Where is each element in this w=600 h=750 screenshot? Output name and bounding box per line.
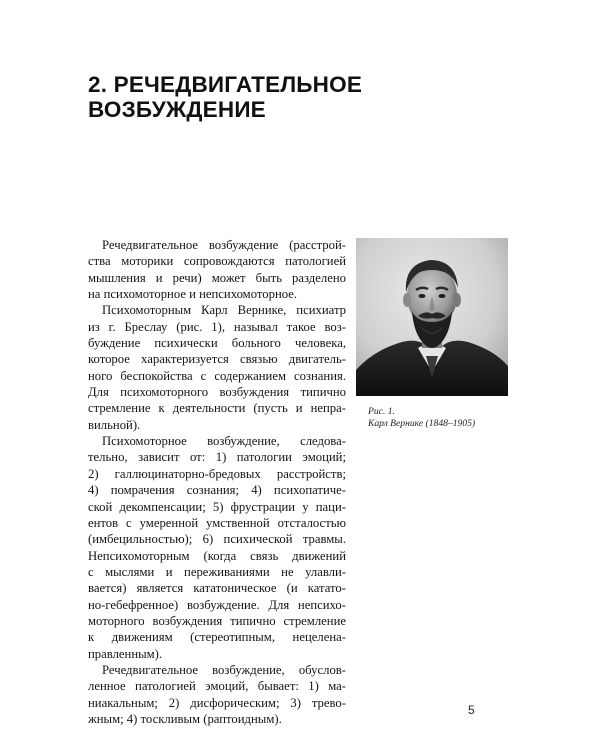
figure-caption-text: Карл Вернике (1848–1905): [368, 418, 476, 429]
text-line: но-гебефренное) возбуждение. Для непсихо-: [88, 597, 346, 612]
text-line: ства моторики сопровождаются патологией: [88, 254, 346, 269]
chapter-title-line: 2. РЕЧЕДВИГАТЕЛЬНОЕ: [88, 72, 363, 97]
text-line: моторного возбуждения типично стремление: [88, 613, 346, 628]
text-line: с мыслями и переживаниями не улавли-: [88, 564, 346, 579]
text-line: вильной).: [88, 417, 141, 432]
text-line: стремление к деятельности (пусть и непра-: [88, 401, 346, 416]
text-line: Для психомоторного возбуждения типично: [88, 385, 346, 400]
text-line: тельно, зависит от: 1) патологии эмоций;: [88, 450, 346, 465]
paragraph-1: [88, 237, 346, 302]
text-line: Речедвигательное возбуждение (расстрой-: [102, 238, 346, 252]
body-text: [88, 237, 346, 727]
text-line: буждение психически больного человека,: [88, 336, 346, 351]
figure-number: Рис. 1.: [368, 406, 395, 417]
text-line: ентов с умеренной умственной отсталостью: [88, 515, 346, 530]
text-line: жным; 4) тоскливым (раптоидным).: [88, 711, 282, 726]
text-line: из г. Бреслау (рис. 1), называл такое воз-: [88, 319, 346, 334]
text-line: мышления и речи) может быть разделено: [88, 270, 346, 285]
text-line: к движениям (стереотипным, нецелена-: [88, 630, 346, 645]
text-line: Психомоторным Карл Вернике, психиатр: [102, 303, 346, 318]
chapter-title: [88, 72, 388, 122]
text-line: которое характеризуется связью двигатель-: [88, 352, 346, 367]
text-line: правленным).: [88, 646, 163, 661]
paragraph-4: [88, 662, 346, 727]
text-line: Непсихомоторным (когда связь движений: [88, 548, 346, 563]
text-line: ской декомпенсации; 5) фрустрации у паци-: [88, 499, 346, 514]
text-line: ленное патологией эмоций, бывает: 1) ма-: [88, 679, 346, 694]
portrait-photo: [356, 238, 508, 396]
page-number: 5: [468, 703, 475, 717]
text-line: ного беспокойства с содержанием сознания.: [88, 368, 346, 383]
paragraph-3: [88, 433, 346, 662]
text-line: 4) помрачения сознания; 4) психопатиче-: [88, 483, 346, 498]
text-line: Психомоторное возбуждение, следова-: [102, 434, 346, 449]
figure-caption: [368, 406, 518, 430]
text-line: (имбецильностью); 6) психической травмы.: [88, 532, 346, 547]
text-line: 2) галлюцинаторно-бредовых расстройств;: [88, 466, 346, 481]
text-line: ниакальным; 2) дисфорическим; 3) трево-: [88, 695, 346, 710]
text-line: Речедвигательное возбуждение, обуслов-: [102, 662, 346, 677]
chapter-title-line: ВОЗБУЖДЕНИЕ: [88, 97, 266, 122]
paragraph-2: [88, 302, 346, 433]
text-line: вается) является кататоническое (и катато-: [88, 581, 346, 596]
text-line: на психомоторное и непсихомоторное.: [88, 287, 298, 302]
